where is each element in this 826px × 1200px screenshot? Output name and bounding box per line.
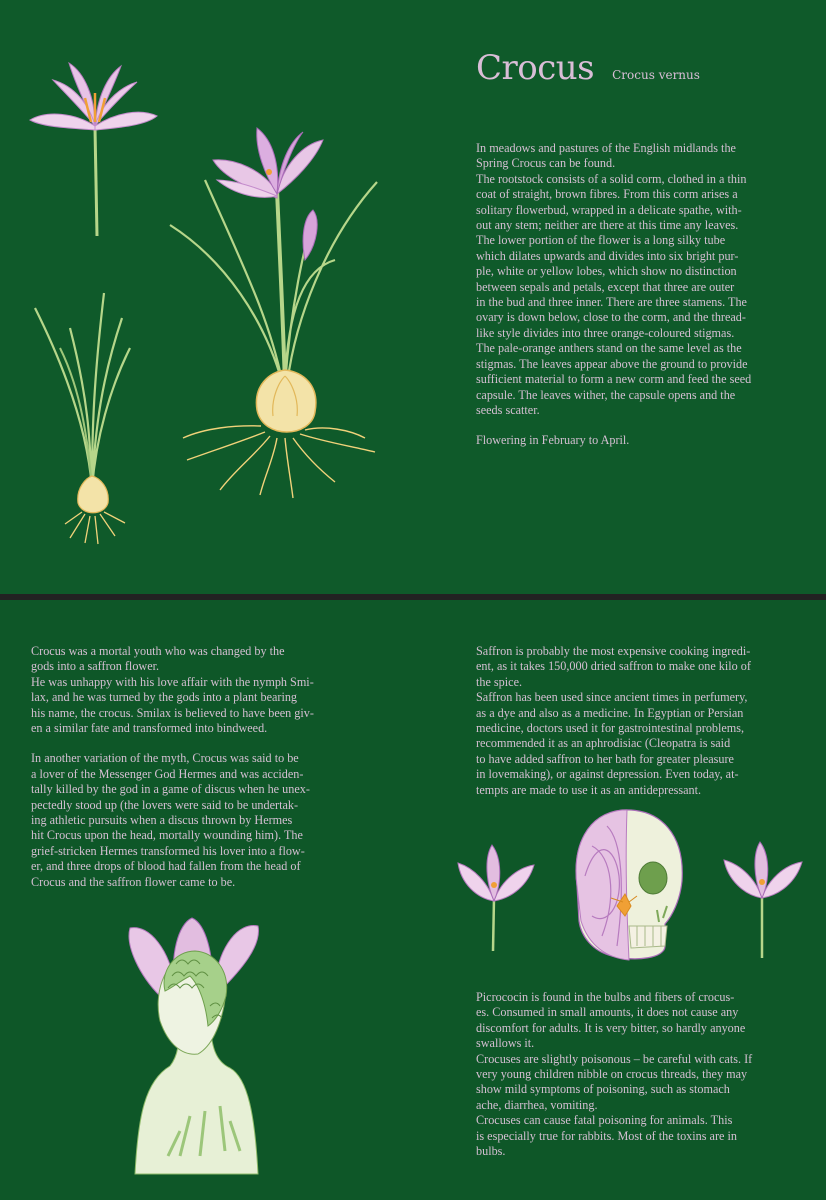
crocus-sprout-bulb-icon bbox=[30, 288, 140, 548]
saffron-text bbox=[476, 644, 806, 798]
flowering-note: Flowering in February to April. bbox=[476, 433, 630, 448]
myth-text bbox=[31, 644, 361, 890]
poison-paragraph: Picrococin is found in the bulbs and fibers of crocus- es. Consumed in small amounts, it does not cause any discomfort for adults. It is very bitter, so hardly anyone swallows it. Crocuses are slightly poisonous – be careful with cats. If very young children nibble on crocus threads, they may show mild symptoms of poisoning, such as stomach ache, diarrhea, vomiting. Crocuses can cause fatal poisoning for animals. This is especially true for rabbits. Most of the toxins are in bulbs. bbox=[476, 990, 753, 1159]
crocus-youth-figure-icon bbox=[120, 916, 270, 1181]
crocus-plant-with-bulb-icon bbox=[165, 120, 385, 500]
crocus-flower-icon bbox=[722, 840, 804, 960]
crocus-flower-icon bbox=[456, 843, 536, 953]
saffron-paragraph: Saffron is probably the most expensive cooking ingredi- ent, as it takes 150,000 dried saffron to make one kilo of the spice. Saffron has been used since ancient times in perfumery, as a dye and also as a medicine. In Egyptian or Persian medicine, doctors used it for gastrointestinal problems, recommended it as an aphrodisiac (Cleopatra is said to have added saffron to her bath for greater pleasure in lovemaking), or against depression. Even today, at- tempts are made to use it as an antidepressant. bbox=[476, 644, 751, 797]
description-paragraph: In meadows and pastures of the English midlands the Spring Crocus can be found. The rootstock consists of a solid corm, clothed in a thin coat of straight, brown fibres. From this corm arises a solitary flowerbud, wrapped in a delicate spathe, with- out any stem; neither are there at this time any leaves. The lower portion of the flower is a long silky tube which dilates upwards and divides into six bright pur- ple, white or yellow lobes, which show no distinction between sepals and petals, except that three are outer in the bud and three inner. There are three stamens. The ovary is down below, close to the corm, and the thread- like style divides into three orange-coloured stigmas. The pale-orange anthers stand on the same level as the stigmas. The leaves appear above the ground to provide sufficient material to form a new corm and feed the seed capsule. The leaves wither, the capsule opens and the seeds scatter. bbox=[476, 141, 752, 417]
crocus-flower-icon bbox=[25, 58, 160, 243]
description-text bbox=[476, 141, 806, 449]
page-title: Crocus bbox=[476, 48, 595, 88]
poison-text bbox=[476, 990, 806, 1159]
myth-paragraph-1: Crocus was a mortal youth who was changed by the gods into a saffron flower. He was unhappy with his love affair with the nymph Smi- lax, and he was turned by the gods into a plant bearing his name, the crocus. Smilax is believed to have been giv- en a similar fate and transformed into bindweed. bbox=[31, 644, 314, 736]
page-spread-bottom bbox=[0, 600, 826, 1200]
skull-with-flower-icon bbox=[567, 806, 687, 966]
page-spread-top bbox=[0, 0, 826, 594]
header bbox=[476, 48, 700, 88]
myth-paragraph-2: In another variation of the myth, Crocus was said to be a lover of the Messenger God Hermes and was acciden- tally killed by the god in a game of discus when he unex- pectedly stood up (the lovers were said to be undertak- ing athletic pursuits when a discus thrown by Hermes hit Crocus upon the head, mortally wounding him). The grief-stricken Hermes transformed his lover into a flow- er, and three drops of blood had fallen from the head of Crocus and the saffron flower came to be. bbox=[31, 751, 310, 889]
latin-name: Crocus vernus bbox=[612, 68, 700, 82]
